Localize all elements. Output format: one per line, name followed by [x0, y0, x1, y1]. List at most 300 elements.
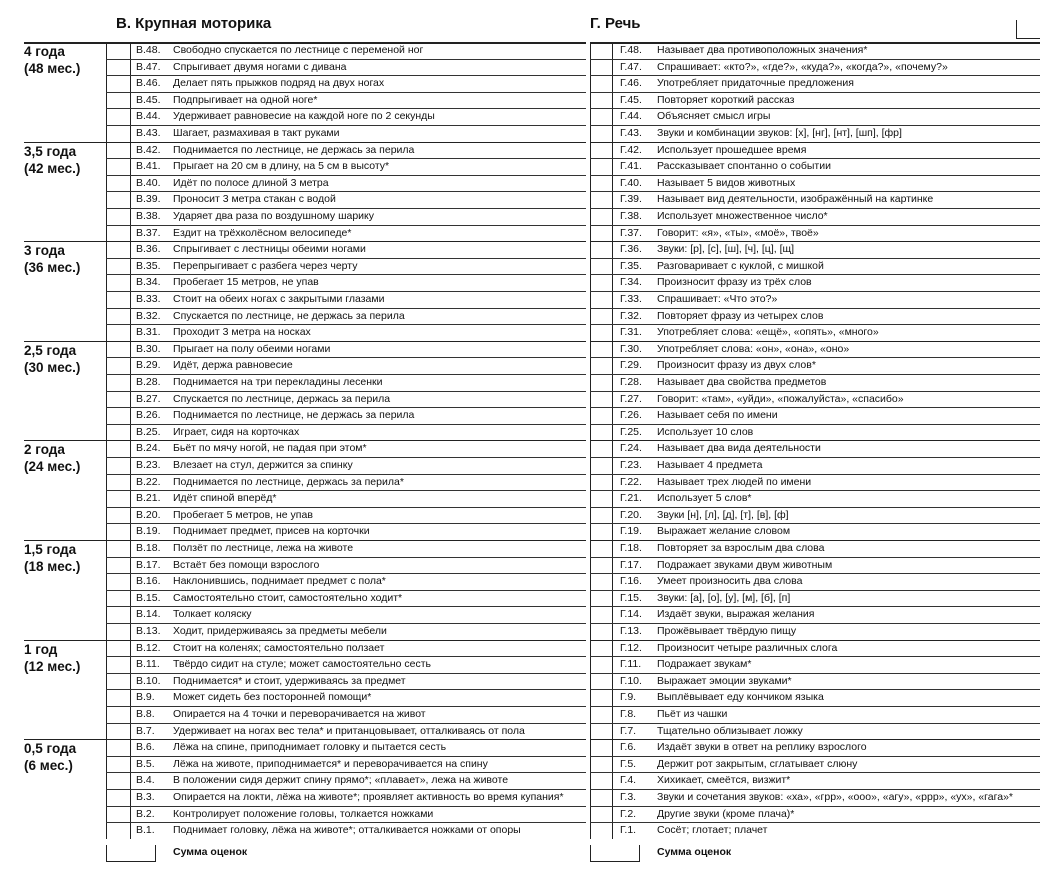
item-code: В.4. [136, 774, 155, 787]
item-text: Встаёт без помощи взрослого [173, 558, 320, 571]
item-code: В.28. [136, 376, 161, 388]
score-checkbox[interactable] [591, 158, 611, 175]
item-text: Проносит 3 метра стакан с водой [173, 193, 336, 206]
item-code: Г.48. [620, 44, 642, 56]
item-text: Проходит 3 метра на носках [173, 326, 311, 339]
item-text: Опирается на 4 точки и переворачивается на живот [173, 708, 426, 720]
score-checkbox[interactable] [107, 557, 129, 574]
score-checkbox[interactable] [591, 523, 611, 540]
item-text: Издаёт звуки, выражая желания [657, 608, 815, 621]
header-corner-box [1016, 20, 1040, 39]
score-checkbox[interactable] [107, 822, 129, 839]
item-text: Выражает эмоции звуками* [657, 674, 792, 687]
item-code: В.25. [136, 425, 161, 438]
gross-motor-table [24, 42, 586, 842]
item-text: Звуки и сочетания звуков: «ха», «грр», «ооо», «агу», «ррр», «ух», «гага»* [657, 791, 1013, 803]
score-checkbox[interactable] [107, 158, 129, 175]
score-checkbox[interactable] [107, 75, 129, 92]
score-checkbox[interactable] [591, 474, 611, 491]
item-code: В.37. [136, 226, 161, 239]
age-group-label [24, 641, 106, 675]
score-checkbox[interactable] [591, 490, 611, 507]
item-text: Говорит: «там», «уйди», «пожалуйста», «спасибо» [657, 392, 904, 405]
item-text: Ездит на трёхколёсном велосипеде* [173, 226, 352, 239]
item-text: Говорит: «я», «ты», «моё», твоё» [657, 226, 819, 239]
item-text: Поднимает головку, лёжа на животе*; отталкивается ножками от опоры [173, 824, 521, 837]
score-checkbox[interactable] [591, 274, 611, 291]
score-checkbox[interactable] [591, 341, 611, 358]
score-checkbox[interactable] [107, 623, 129, 640]
item-code: В.32. [136, 309, 161, 322]
item-text: Наклонившись, поднимает предмет с пола* [173, 575, 386, 588]
score-checkbox[interactable] [591, 606, 611, 623]
item-text: Пьёт из чашки [657, 708, 728, 720]
item-text: Поднимается по лестнице, держась за перила* [173, 475, 404, 488]
item-code: Г.19. [620, 525, 642, 538]
item-text: Поднимается* и стоит, удерживаясь за предмет [173, 674, 406, 687]
item-code: В.7. [136, 724, 155, 737]
score-checkbox[interactable] [591, 407, 611, 424]
item-code: Г.14. [620, 608, 642, 621]
item-code: Г.41. [620, 160, 642, 173]
item-code: В.43. [136, 127, 161, 139]
score-checkbox[interactable] [591, 706, 611, 723]
item-code: Г.4. [620, 774, 637, 787]
item-text: Употребляет слова: «он», «она», «оно» [657, 342, 850, 355]
item-text: Называет 5 видов животных [657, 176, 796, 189]
item-code: Г.24. [620, 442, 642, 455]
age-group-label [24, 541, 106, 575]
score-checkbox[interactable] [107, 391, 129, 408]
score-checkbox[interactable] [591, 391, 611, 408]
item-text: Самостоятельно стоит, самостоятельно ходит* [173, 591, 403, 604]
item-code: В.34. [136, 276, 161, 289]
item-code: В.21. [136, 492, 161, 505]
item-code: Г.5. [620, 757, 637, 770]
item-code: Г.44. [620, 110, 642, 123]
age-months: (36 мес.) [24, 260, 81, 276]
item-code: В.17. [136, 558, 161, 571]
item-code: Г.23. [620, 459, 642, 471]
item-code: В.38. [136, 210, 161, 222]
score-checkbox[interactable] [107, 241, 129, 258]
score-checkbox[interactable] [107, 59, 129, 76]
item-code: В.13. [136, 625, 161, 637]
score-checkbox[interactable] [591, 507, 611, 524]
score-checkbox[interactable] [107, 374, 129, 391]
score-checkbox[interactable] [107, 573, 129, 590]
score-checkbox[interactable] [591, 191, 611, 208]
item-text: Стоит на обеих ногах с закрытыми глазами [173, 293, 385, 305]
item-code: Г.11. [620, 658, 642, 671]
score-checkbox[interactable] [591, 822, 611, 839]
item-code: В.14. [136, 608, 161, 621]
item-text: Сосёт; глотает; плачет [657, 824, 768, 837]
score-checkbox[interactable] [107, 108, 129, 125]
item-code: Г.47. [620, 60, 642, 73]
item-text: Подражает звукам* [657, 658, 752, 671]
age-years: 4 года [24, 44, 65, 59]
item-code: Г.26. [620, 409, 642, 422]
age-years: 2,5 года [24, 342, 77, 358]
item-text: Ползёт по лестнице, лежа на животе [173, 542, 354, 554]
item-text: Твёрдо сидит на стуле; может самостоятельно сесть [173, 658, 431, 671]
item-code: В.5. [136, 757, 155, 770]
score-checkbox[interactable] [107, 308, 129, 325]
score-checkbox[interactable] [107, 357, 129, 374]
score-checkbox[interactable] [591, 374, 611, 391]
item-code: В.16. [136, 575, 161, 588]
item-text: Использует 10 слов [657, 425, 754, 438]
item-code: В.31. [136, 326, 161, 339]
item-code: В.10. [136, 674, 161, 687]
score-checkbox[interactable] [591, 739, 611, 756]
score-checkbox[interactable] [591, 656, 611, 673]
item-text: Пробегает 15 метров, не упав [173, 276, 319, 289]
age-years: 2 года [24, 442, 65, 458]
item-code: В.46. [136, 77, 161, 90]
item-code: В.39. [136, 193, 161, 206]
item-code: Г.38. [620, 210, 642, 222]
item-text: Объясняет смысл игры [657, 110, 771, 123]
item-code: Г.17. [620, 558, 642, 571]
item-code: Г.9. [620, 691, 637, 704]
age-years: 3 года [24, 243, 65, 259]
score-checkbox[interactable] [591, 75, 611, 92]
item-code: Г.34. [620, 276, 642, 289]
item-text: Держит рот закрытым, сглатывает слюну [657, 757, 858, 770]
item-code: В.2. [136, 807, 155, 820]
item-text: Употребляет придаточные предложения [657, 77, 854, 90]
item-code: Г.15. [620, 591, 642, 604]
item-text: Повторяет за взрослым два слова [657, 542, 825, 554]
item-text: Удерживает равновесие на каждой ноге по 2 секунды [173, 110, 435, 123]
item-text: Перепрыгивает с разбега через черту [173, 259, 358, 272]
item-code: В.35. [136, 259, 161, 272]
item-text: Стоит на коленях; самостоятельно ползает [173, 641, 385, 654]
item-code: В.23. [136, 459, 161, 471]
score-checkbox[interactable] [591, 673, 611, 690]
item-code: Г.2. [620, 807, 637, 820]
item-text: Поднимается на три перекладины лесенки [173, 376, 383, 388]
item-text: В положении сидя держит спину прямо*; «плавает», лежа на животе [173, 774, 509, 787]
score-checkbox[interactable] [591, 723, 611, 740]
item-code: В.41. [136, 160, 161, 173]
item-text: Выражает желание словом [657, 525, 791, 538]
score-checkbox[interactable] [591, 59, 611, 76]
item-text: Ходит, придерживаясь за предметы мебели [173, 625, 387, 637]
item-code: В.36. [136, 243, 161, 256]
score-checkbox[interactable] [591, 241, 611, 258]
item-code: В.1. [136, 824, 155, 837]
item-text: Другие звуки (кроме плача)* [657, 807, 795, 820]
score-checkbox[interactable] [591, 258, 611, 275]
item-text: Называет трех людей по имени [657, 475, 812, 488]
item-text: Спрашивает: «Что это?» [657, 293, 778, 305]
speech-sum-label: Сумма оценок [657, 846, 732, 858]
score-checkbox[interactable] [107, 689, 129, 706]
item-code: Г.20. [620, 508, 642, 521]
item-text: Поднимается по лестнице, не держась за перила [173, 143, 415, 156]
score-checkbox[interactable] [107, 324, 129, 341]
item-code: Г.46. [620, 77, 642, 90]
item-code: В.47. [136, 60, 161, 73]
item-text: Удерживает на ногах вес тела* и пританцовывает, отталкиваясь от пола [173, 724, 525, 737]
item-code: Г.33. [620, 293, 642, 305]
score-checkbox[interactable] [591, 225, 611, 242]
speech-table [590, 42, 1040, 842]
age-group-label [24, 342, 106, 376]
age-months: (48 мес.) [24, 61, 81, 76]
item-code: В.11. [136, 658, 160, 671]
item-text: Использует 5 слов* [657, 492, 752, 505]
item-code: Г.25. [620, 425, 642, 438]
item-text: Произносит четыре различных слога [657, 641, 838, 654]
score-checkbox[interactable] [591, 590, 611, 607]
score-checkbox[interactable] [107, 142, 129, 159]
score-checkbox[interactable] [591, 806, 611, 823]
item-text: Спускается по лестнице, не держась за перила [173, 309, 405, 322]
item-text: Прыгает на полу обеими ногами [173, 342, 331, 355]
item-code: Г.7. [620, 724, 637, 737]
item-text: Спрыгивает двумя ногами с дивана [173, 60, 347, 73]
item-code: В.20. [136, 508, 161, 521]
item-text: Контролирует положение головы, толкается ножками [173, 807, 434, 820]
score-checkbox[interactable] [107, 606, 129, 623]
item-text: Подпрыгивает на одной ноге* [173, 93, 318, 106]
score-checkbox[interactable] [107, 92, 129, 109]
item-code: В.45. [136, 93, 161, 106]
item-text: Тщательно облизывает ложку [657, 724, 803, 737]
item-code: Г.40. [620, 176, 642, 189]
score-checkbox[interactable] [591, 789, 611, 806]
score-checkbox[interactable] [591, 175, 611, 192]
score-checkbox[interactable] [107, 125, 129, 142]
item-code: Г.12. [620, 641, 642, 654]
score-checkbox[interactable] [591, 540, 611, 557]
score-checkbox[interactable] [107, 739, 129, 756]
item-text: Звуки: [а], [о], [у], [м], [б], [п] [657, 591, 791, 604]
item-code: В.33. [136, 293, 161, 305]
score-checkbox[interactable] [591, 457, 611, 474]
item-text: Называет 4 предмета [657, 459, 763, 471]
item-text: Выплёвывает еду кончиком языка [657, 691, 824, 704]
item-code: Г.43. [620, 127, 642, 139]
score-checkbox[interactable] [107, 640, 129, 657]
score-checkbox[interactable] [591, 640, 611, 657]
item-code: Г.36. [620, 243, 642, 256]
item-text: Поднимается по лестнице, не держась за перила [173, 409, 415, 422]
item-text: Идёт спиной вперёд* [173, 492, 277, 505]
gross-motor-sum-label: Сумма оценок [173, 846, 248, 858]
score-checkbox[interactable] [107, 507, 129, 524]
age-months: (24 мес.) [24, 459, 81, 475]
item-code: В.26. [136, 409, 161, 422]
section-g-title: Г. Речь [590, 15, 641, 32]
item-text: Спускается по лестнице, держась за перила [173, 392, 391, 405]
item-code: Г.16. [620, 575, 642, 588]
item-code: Г.21. [620, 492, 642, 505]
score-checkbox[interactable] [591, 772, 611, 789]
item-text: Прыгает на 20 см в длину, на 5 см в высоту* [173, 160, 390, 173]
score-checkbox[interactable] [591, 756, 611, 773]
item-text: Использует прошедшее время [657, 143, 807, 156]
item-code: Г.32. [620, 309, 642, 322]
score-checkbox[interactable] [107, 274, 129, 291]
score-checkbox[interactable] [107, 291, 129, 308]
score-checkbox[interactable] [107, 756, 129, 773]
item-code: Г.8. [620, 708, 637, 720]
score-checkbox[interactable] [591, 557, 611, 574]
item-code: В.30. [136, 342, 161, 355]
score-checkbox[interactable] [107, 673, 129, 690]
score-checkbox[interactable] [591, 424, 611, 441]
item-code: Г.42. [620, 143, 642, 156]
item-code: В.18. [136, 542, 161, 554]
score-checkbox[interactable] [591, 92, 611, 109]
score-checkbox[interactable] [591, 440, 611, 457]
score-checkbox[interactable] [107, 523, 129, 540]
score-checkbox[interactable] [591, 324, 611, 341]
item-text: Шагает, размахивая в такт руками [173, 127, 340, 139]
item-text: Называет два вида деятельности [657, 442, 821, 455]
item-text: Бьёт по мячу ногой, не падая при этом* [173, 442, 367, 455]
score-checkbox[interactable] [107, 440, 129, 457]
item-text: Идёт по полосе длиной 3 метра [173, 176, 329, 189]
score-checkbox[interactable] [591, 42, 611, 59]
item-code: Г.18. [620, 542, 642, 554]
score-checkbox[interactable] [591, 208, 611, 225]
item-code: Г.22. [620, 475, 642, 488]
score-checkbox[interactable] [591, 573, 611, 590]
age-months: (6 мес.) [24, 758, 73, 774]
score-checkbox[interactable] [591, 142, 611, 159]
item-text: Играет, сидя на корточках [173, 425, 300, 438]
item-text: Толкает коляску [173, 608, 252, 621]
item-code: В.9. [136, 691, 155, 704]
item-text: Использует множественное число* [657, 210, 828, 222]
score-checkbox[interactable] [591, 689, 611, 706]
item-text: Свободно спускается по лестнице с переменой ног [173, 44, 424, 56]
item-text: Хихикает, смеётся, визжит* [657, 774, 791, 787]
score-checkbox[interactable] [107, 424, 129, 441]
age-years: 0,5 года [24, 741, 77, 757]
item-code: Г.10. [620, 674, 642, 687]
item-code: Г.45. [620, 93, 642, 106]
item-code: В.27. [136, 392, 161, 405]
score-checkbox[interactable] [107, 175, 129, 192]
item-code: Г.35. [620, 259, 642, 272]
score-checkbox[interactable] [591, 125, 611, 142]
score-checkbox[interactable] [107, 772, 129, 789]
score-checkbox[interactable] [107, 590, 129, 607]
item-text: Издаёт звуки в ответ на реплику взрослого [657, 741, 867, 754]
score-checkbox[interactable] [107, 341, 129, 358]
item-text: Поднимает предмет, присев на корточки [173, 525, 370, 538]
score-checkbox[interactable] [107, 723, 129, 740]
item-text: Повторяет фразу из четырех слов [657, 309, 824, 322]
age-months: (30 мес.) [24, 359, 81, 375]
score-checkbox[interactable] [107, 540, 129, 557]
age-group-label [24, 242, 106, 276]
item-text: Употребляет слова: «ещё», «опять», «много» [657, 326, 879, 339]
age-group-label [24, 740, 106, 774]
score-checkbox[interactable] [107, 191, 129, 208]
item-code: В.6. [136, 741, 155, 754]
item-text: Пробегает 5 метров, не упав [173, 508, 313, 521]
item-text: Рассказывает спонтанно о событии [657, 160, 831, 173]
item-text: Звуки и комбинации звуков: [х], [нг], [нт], [шп], [фр] [657, 127, 902, 139]
age-years: 1 год [24, 641, 58, 657]
item-code: Г.39. [620, 193, 642, 206]
score-checkbox[interactable] [591, 357, 611, 374]
score-checkbox[interactable] [107, 208, 129, 225]
score-checkbox[interactable] [591, 308, 611, 325]
gross-motor-sum-box[interactable] [106, 845, 156, 862]
item-text: Называет два свойства предметов [657, 376, 827, 388]
item-code: В.42. [136, 143, 161, 156]
item-code: В.44. [136, 110, 161, 123]
item-text: Влезает на стул, держится за спинку [173, 459, 353, 471]
item-code: Г.31. [620, 326, 642, 339]
item-code: В.40. [136, 176, 161, 189]
score-checkbox[interactable] [107, 407, 129, 424]
score-checkbox[interactable] [107, 806, 129, 823]
score-checkbox[interactable] [107, 474, 129, 491]
age-group-label [24, 143, 106, 177]
item-code: Г.13. [620, 625, 642, 637]
item-text: Называет вид деятельности, изображённый на картинке [657, 193, 934, 206]
item-code: Г.28. [620, 376, 642, 388]
item-text: Называет два противоположных значения* [657, 44, 868, 56]
item-text: Лёжа на спине, приподнимает головку и пытается сесть [173, 741, 447, 754]
score-checkbox[interactable] [107, 706, 129, 723]
score-checkbox[interactable] [107, 225, 129, 242]
age-group-label [24, 441, 106, 475]
score-checkbox[interactable] [107, 258, 129, 275]
item-text: Подражает звуками двум животным [657, 558, 833, 571]
item-text: Называет себя по имени [657, 409, 778, 422]
item-text: Звуки [н], [л], [д], [т], [в], [ф] [657, 508, 789, 521]
item-code: В.48. [136, 44, 161, 56]
item-text: Разговаривает с куклой, с мишкой [657, 259, 824, 272]
item-text: Идёт, держа равновесие [173, 359, 293, 372]
score-checkbox[interactable] [591, 291, 611, 308]
item-text: Может сидеть без посторонней помощи* [173, 691, 372, 704]
age-months: (18 мес.) [24, 559, 81, 574]
score-checkbox[interactable] [591, 108, 611, 125]
item-code: В.22. [136, 475, 161, 488]
score-checkbox[interactable] [107, 789, 129, 806]
score-checkbox[interactable] [591, 623, 611, 640]
item-text: Лёжа на животе, приподнимается* и переворачивается на спину [173, 757, 488, 770]
speech-sum-box[interactable] [590, 845, 640, 862]
score-checkbox[interactable] [107, 457, 129, 474]
item-text: Произносит фразу из двух слов* [657, 359, 816, 372]
item-code: Г.6. [620, 741, 637, 754]
item-code: Г.30. [620, 342, 642, 355]
age-months: (42 мес.) [24, 160, 81, 176]
item-code: Г.27. [620, 392, 642, 405]
item-text: Повторяет короткий рассказ [657, 93, 795, 106]
score-checkbox[interactable] [107, 490, 129, 507]
score-checkbox[interactable] [107, 42, 129, 59]
item-code: Г.3. [620, 791, 637, 803]
score-checkbox[interactable] [107, 656, 129, 673]
item-code: В.12. [136, 641, 161, 654]
item-code: В.29. [136, 359, 161, 372]
item-text: Прожёвывает твёрдую пищу [657, 625, 797, 637]
